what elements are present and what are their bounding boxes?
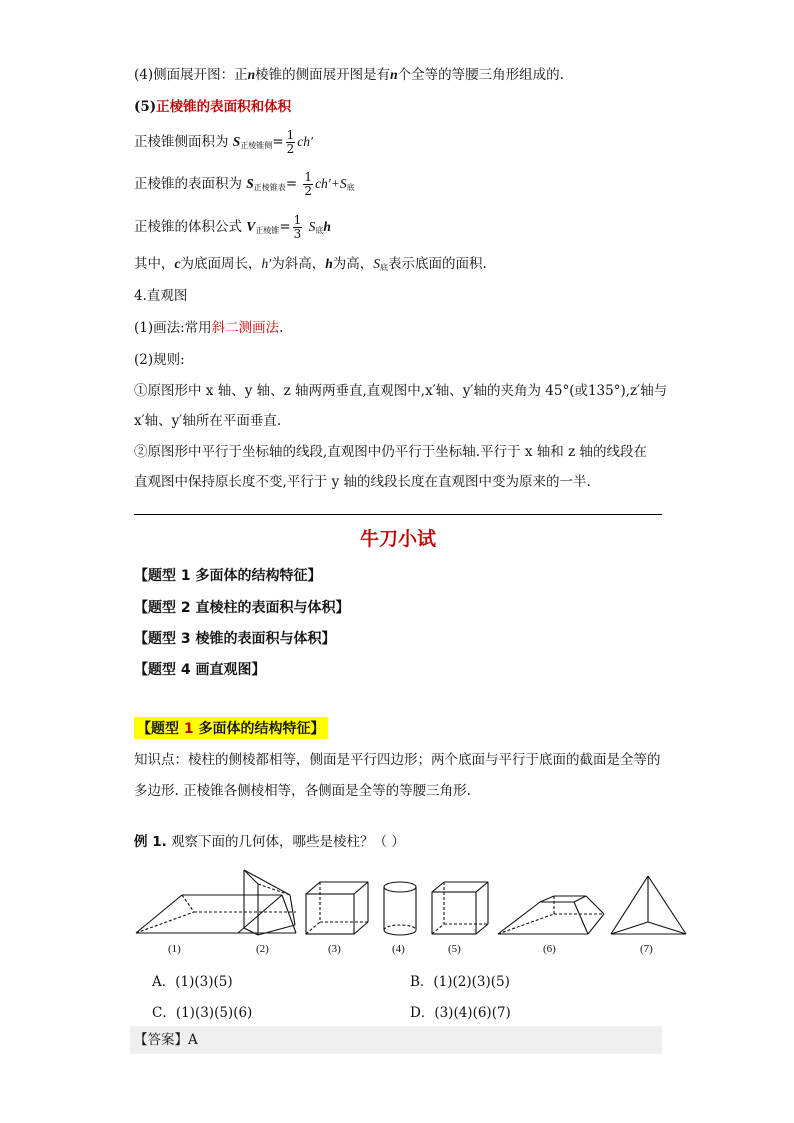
- text: .: [279, 320, 284, 336]
- var-S: S: [232, 134, 241, 149]
- option-c[interactable]: C．(1)(3)(5)(6): [152, 1005, 253, 1021]
- option-a[interactable]: A．(1)(3)(5): [152, 974, 233, 990]
- text: 【题型: [137, 721, 184, 737]
- text: (1)画法:常用: [134, 320, 212, 336]
- text: 表示底面的面积.: [387, 256, 487, 272]
- heading-title: 正棱锥的表面积和体积: [156, 99, 292, 115]
- solid-6-frustum: [498, 896, 604, 934]
- var-n: n: [390, 67, 398, 82]
- text: 其中，: [134, 256, 175, 272]
- line-drawing-method: [134, 319, 283, 337]
- line-rule-1b: x′轴、y′轴所在平面垂直.: [134, 413, 282, 429]
- type-number: 1: [183, 721, 194, 737]
- figure-label-2: (2): [256, 943, 269, 955]
- example-label: 例 1.: [134, 834, 167, 850]
- text: 为斜高，: [271, 256, 326, 272]
- text: (4)侧面展开图：正: [134, 67, 248, 83]
- fraction: [303, 171, 313, 198]
- line-rule-1a: ①原图形中 x 轴、y 轴、z 轴两两垂直,直观图中,x′轴、y′轴的夹角为 45°(或135°),z′轴与: [134, 383, 668, 399]
- example-text: 观察下面的几何体，哪些是棱柱？（ ）: [171, 834, 405, 850]
- equals: =: [272, 134, 284, 150]
- formula-volume: [134, 210, 331, 248]
- heading-intuitive-diagram: 4.直观图: [134, 288, 188, 304]
- example-question: [134, 833, 405, 851]
- option-d[interactable]: D．(3)(4)(6)(7): [410, 1005, 511, 1021]
- text: 正棱锥侧面积为: [134, 134, 229, 150]
- line-lateral-development: [134, 66, 564, 84]
- text: 正棱锥的表面积为: [134, 176, 242, 192]
- solid-5-prism: [432, 882, 488, 934]
- formula-lateral-area: [134, 125, 313, 163]
- var-h: h: [325, 256, 333, 271]
- subscript: 底: [346, 183, 355, 192]
- section-title: 牛刀小试: [359, 528, 436, 550]
- line-variables-explanation: [134, 255, 487, 277]
- line-surface-volume-heading: [134, 98, 291, 116]
- expression: ch′+S: [315, 176, 347, 191]
- denominator: 3: [293, 227, 302, 241]
- subscript: 正棱锥: [255, 226, 280, 235]
- equals: =: [285, 176, 298, 192]
- figure-label-6: (6): [543, 943, 556, 955]
- var-h-prime: h′: [261, 256, 272, 271]
- solid-7-pyramid: [611, 876, 686, 934]
- option-b[interactable]: B．(1)(2)(3)(5): [410, 974, 510, 990]
- solids-figure: [130, 862, 690, 962]
- var-V: V: [246, 219, 256, 234]
- var-S: S: [308, 219, 316, 234]
- type-item-1: 【题型 1 多面体的结构特征】: [134, 568, 322, 584]
- solid-1-triangular-prism: [136, 895, 296, 933]
- type-item-4: 【题型 4 画直观图】: [134, 662, 266, 678]
- subscript: 底: [379, 263, 388, 272]
- var-S: S: [373, 256, 380, 271]
- var-h: h: [323, 219, 331, 234]
- solid-4-cylinder: [384, 882, 416, 935]
- text: 多面体的结构特征】: [193, 721, 325, 737]
- var-n: n: [247, 67, 256, 82]
- figure-label-5: (5): [448, 943, 461, 955]
- var-c: c: [174, 256, 181, 271]
- solid-2: [244, 870, 295, 935]
- answer-box: 【答案】A: [130, 1026, 662, 1054]
- text: 为高，: [332, 256, 374, 272]
- numerator: 1: [304, 170, 313, 184]
- text: 个全等的等腰三角形组成的.: [397, 67, 564, 83]
- subscript: 底: [315, 226, 324, 235]
- denominator: 2: [286, 142, 295, 156]
- highlighted-type-heading: [134, 717, 328, 739]
- fraction: [293, 214, 303, 241]
- text: 棱锥的侧面展开图是有: [255, 67, 391, 83]
- divider: [134, 514, 662, 515]
- highlight-text: 斜二测画法: [211, 320, 280, 336]
- text: 正棱锥的体积公式: [134, 219, 242, 235]
- subscript: 正棱锥表: [253, 183, 286, 192]
- line-rules-heading: (2)规则:: [134, 352, 185, 368]
- heading-number: (5): [134, 99, 157, 115]
- subscript: 正棱锥侧: [240, 141, 273, 150]
- numerator: 1: [293, 213, 302, 227]
- figure-label-3: (3): [328, 943, 341, 955]
- line-rule-2a: ②原图形中平行于坐标轴的线段,直观图中仍平行于坐标轴.平行于 x 轴和 z 轴的线段在: [134, 444, 647, 460]
- fraction: [286, 129, 296, 156]
- figure-label-4: (4): [392, 943, 405, 955]
- denominator: 2: [304, 184, 313, 198]
- numerator: 1: [286, 128, 295, 142]
- type-item-2: 【题型 2 直棱柱的表面积与体积】: [134, 600, 350, 616]
- text: 为底面周长，: [180, 256, 262, 272]
- figure-label-1: (1): [168, 943, 181, 955]
- expression: ch′: [297, 134, 313, 149]
- var-S: S: [246, 176, 254, 191]
- type-item-3: 【题型 3 棱锥的表面积与体积】: [134, 631, 336, 647]
- solid-3-box: [306, 882, 368, 934]
- figure-label-7: (7): [640, 943, 653, 955]
- equals: =: [279, 219, 291, 235]
- knowledge-paragraph: 知识点：棱柱的侧棱都相等，侧面是平行四边形；两个底面与平行于底面的截面是全等的多边形. 正棱锥各侧棱相等，各侧面是全等的等腰三角形.: [134, 752, 661, 799]
- formula-surface-area: [134, 167, 355, 205]
- line-rule-2b: 直观图中保持原长度不变,平行于 y 轴的线段长度在直观图中变为原来的一半.: [134, 474, 591, 490]
